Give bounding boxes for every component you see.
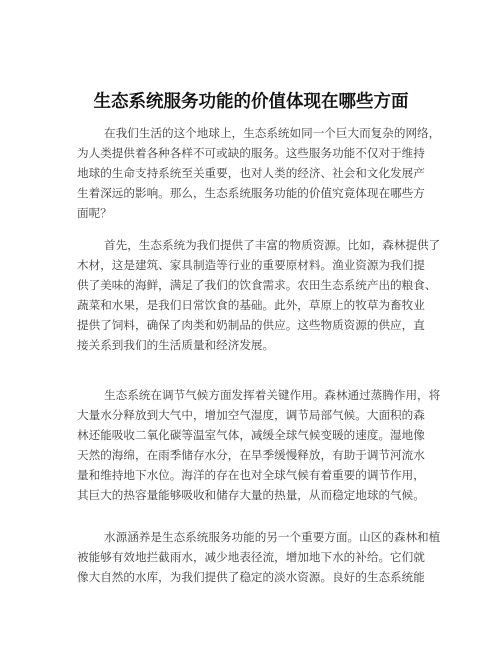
paragraph-line: 地球的生命支持系统至关重要，也对人类的经济、社会和文化发展产 [77,166,425,180]
paragraph-line: 生着深远的影响。那么，生态系统服务功能的价值究竟体现在哪些方 [77,186,425,200]
paragraph-line: 天然的海绵，在雨季储存水分，在旱季缓慢释放，有助于调节河流水 [77,448,425,462]
paragraph-line: 首先，生态系统为我们提供了丰富的物质资源。比如，森林提供了 [104,238,441,252]
paragraph-line: 生态系统在调节气候方面发挥着关键作用。森林通过蒸腾作用，将 [104,388,441,402]
paragraph-line: 在我们生活的这个地球上，生态系统如同一个巨大而复杂的网络， [104,126,441,140]
paragraph-line: 供了美味的海鲜，满足了我们的饮食需求。农田生态系统产出的粮食、 [77,278,437,292]
paragraph-line: 木材，这是建筑、家具制造等行业的重要原材料。渔业资源为我们提 [77,258,425,272]
paragraph-line: 接关系到我们的生活质量和经济发展。 [77,338,275,352]
paragraph-line: 大量水分释放到大气中，增加空气湿度，调节局部气候。大面积的森 [77,408,425,422]
paragraph-line: 林还能吸收二氧化碳等温室气体，减缓全球气候变暖的速度。湿地像 [77,428,425,442]
paragraph-line: 蔬菜和水果，是我们日常饮食的基础。此外，草原上的牧草为畜牧业 [77,298,425,312]
paragraph-line: 为人类提供着各种各样不可或缺的服务。这些服务功能不仅对于维持 [77,146,425,160]
paragraph-line: 水源涵养是生态系统服务功能的另一个重要方面。山区的森林和植 [104,530,441,544]
paragraph-line: 量和维持地下水位。海洋的存在也对全球气候有着重要的调节作用， [77,468,425,482]
paragraph-line: 提供了饲料，确保了肉类和奶制品的供应。这些物质资源的供应，直 [77,318,425,332]
paragraph-line: 被能够有效地拦截雨水，减少地表径流，增加地下水的补给。它们就 [77,550,425,564]
paragraph-line: 面呢？ [77,206,112,220]
document-title: 生态系统服务功能的价值体现在哪些方面 [93,92,409,112]
paragraph-line: 其巨大的热容量能够吸收和储存大量的热量，从而稳定地球的气候。 [77,488,425,502]
paragraph-line: 像大自然的水库，为我们提供了稳定的淡水资源。良好的生态系统能 [77,570,425,584]
